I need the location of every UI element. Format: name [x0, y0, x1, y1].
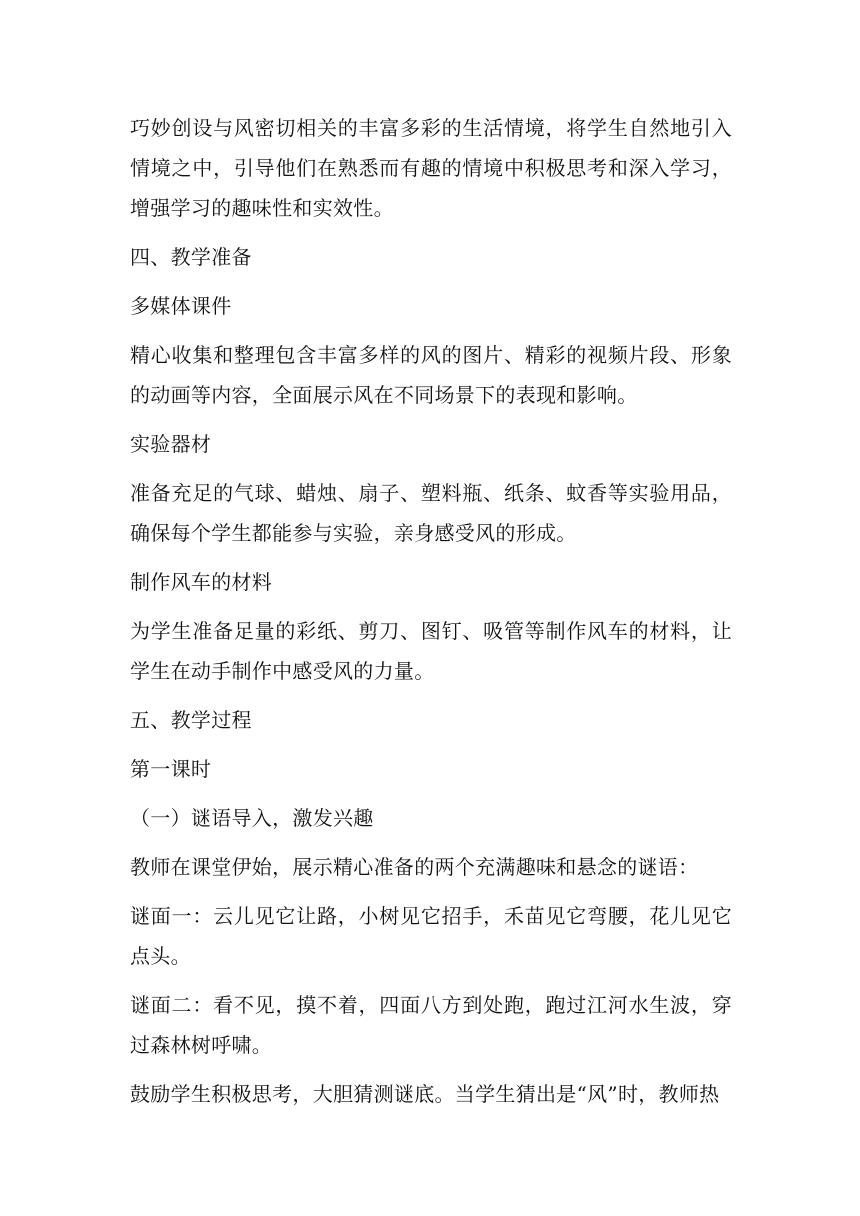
paragraph-riddle-two: 谜面二：看不见，摸不着，四面八方到处跑，跑过江河水生波，穿过森林树呼啸。 [130, 993, 732, 1057]
paragraph-multimedia-content: 精心收集和整理包含丰富多样的风的图片、精彩的视频片段、形象的动画等内容，全面展示风在不同场景下的表现和影响。 [130, 343, 732, 407]
heading-multimedia-courseware: 多媒体课件 [130, 294, 232, 318]
paragraph-riddle-one: 谜面一：云儿见它让路，小树见它招手，禾苗见它弯腰，花儿见它点头。 [130, 904, 732, 968]
paragraph-encourage-guessing: 鼓励学生积极思考，大胆猜测谜底。当学生猜出是“风”时，教师热 [130, 1082, 720, 1106]
paragraph-windmill-materials: 为学生准备足量的彩纸、剪刀、图钉、吸管等制作风车的材料，让学生在动手制作中感受风的力量。 [130, 619, 732, 683]
heading-windmill-materials: 制作风车的材料 [130, 570, 273, 594]
paragraph-riddle-intro: 教师在课堂伊始，展示精心准备的两个充满趣味和悬念的谜语： [130, 855, 699, 879]
heading-first-lesson: 第一课时 [130, 757, 212, 781]
paragraph-experiment-items: 准备充足的气球、蜡烛、扇子、塑料瓶、纸条、蚊香等实验用品，确保每个学生都能参与实验，亲身感受风的形成。 [130, 481, 732, 545]
heading-teaching-process: 五、教学过程 [130, 708, 252, 732]
heading-experiment-equipment: 实验器材 [130, 432, 212, 456]
paragraph-situation-design: 巧妙创设与风密切相关的丰富多彩的生活情境，将学生自然地引入情境之中，引导他们在熟悉而有趣的情境中积极思考和深入学习，增强学习的趣味性和实效性。 [130, 116, 732, 220]
document-body [130, 108, 732, 1123]
heading-teaching-preparation: 四、教学准备 [130, 245, 252, 269]
heading-riddle-introduction: （一）谜语导入，激发兴趣 [130, 806, 374, 830]
